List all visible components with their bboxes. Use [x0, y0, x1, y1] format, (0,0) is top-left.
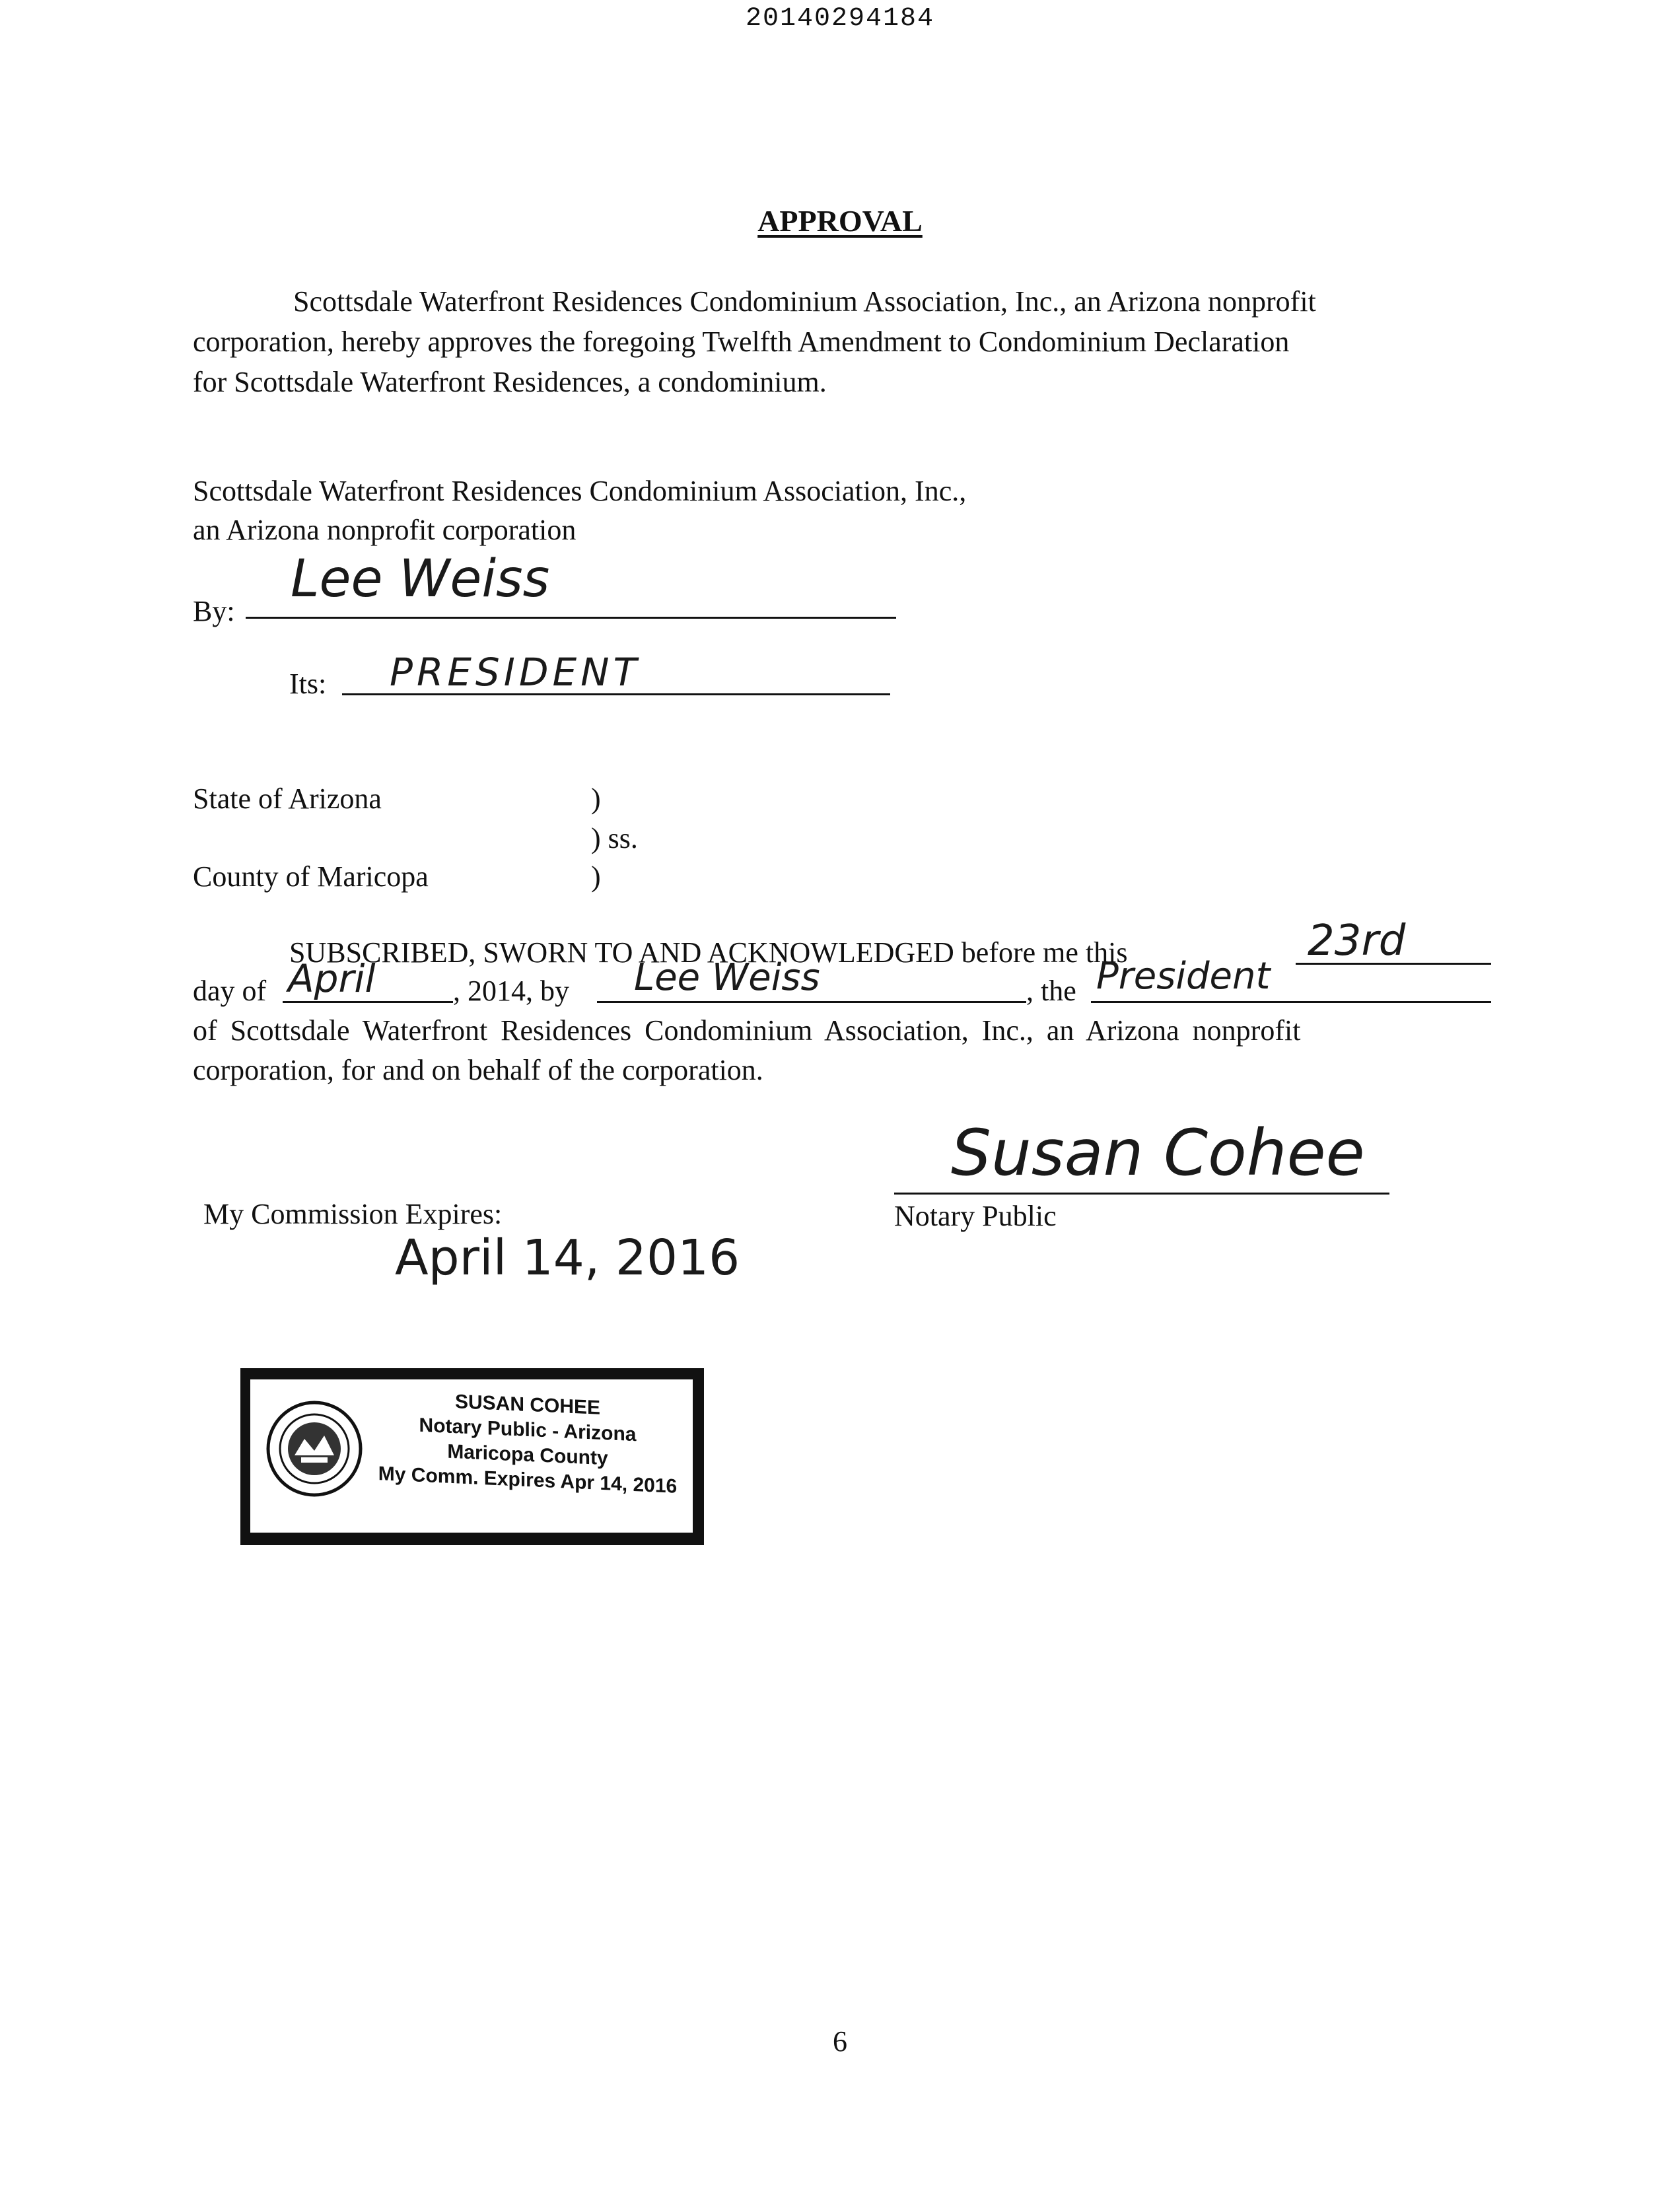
month-blank: [283, 1001, 453, 1003]
notary-signature-line: [894, 1193, 1389, 1195]
ack-line-1: SUBSCRIBED, SWORN TO AND ACKNOWLEDGED before me this: [289, 936, 1128, 969]
stamp-line-name: SUSAN COHEE: [454, 1391, 601, 1419]
stamp-line-title: Notary Public - Arizona: [419, 1414, 637, 1446]
venue-state: State of Arizona: [193, 782, 382, 815]
approval-line-3: for Scottsdale Waterfront Residences, a condominium.: [193, 366, 827, 398]
venue-county: County of Maricopa: [193, 860, 429, 893]
page-title: APPROVAL: [757, 204, 923, 238]
ack-line-3: of Scottsdale Waterfront Residences Condominium Association, Inc., an Arizona nonprofit: [193, 1014, 1301, 1047]
page-number: 6: [833, 2025, 847, 2058]
its-label: Its:: [289, 668, 327, 700]
day-of-label: day of: [193, 975, 267, 1007]
name-blank: [597, 1001, 1026, 1003]
notary-label: Notary Public: [894, 1200, 1057, 1232]
notary-signature: Susan Cohee: [951, 1116, 1365, 1190]
approval-line-2: corporation, hereby approves the foregoing Twelfth Amendment to Condominium Declaration: [193, 326, 1290, 358]
commission-date: April 14, 2016: [395, 1230, 740, 1286]
entity-line-2: an Arizona nonprofit corporation: [193, 514, 577, 546]
stamp-text: [376, 1386, 680, 1500]
stamp-line-county: Maricopa County: [447, 1440, 608, 1470]
state-seal-icon: [265, 1399, 364, 1498]
commission-label: My Commission Expires:: [203, 1198, 503, 1230]
by-label: By:: [193, 595, 235, 627]
venue-ss: ) ss.: [591, 822, 638, 854]
notary-stamp: [240, 1368, 704, 1545]
year-by-label: , 2014, by: [453, 975, 569, 1007]
the-label: , the: [1026, 975, 1076, 1007]
venue-paren-1: ): [591, 782, 601, 815]
name-value: Lee Weiss: [634, 956, 820, 999]
day-value: 23rd: [1308, 917, 1406, 965]
stamp-frame: [248, 1377, 695, 1535]
venue-paren-2: ): [591, 860, 601, 893]
by-signature-line: [246, 617, 896, 619]
title-value: President: [1096, 955, 1271, 998]
approval-line-1: Scottsdale Waterfront Residences Condominium Association, Inc., an Arizona nonprofit: [293, 285, 1316, 318]
month-value: April: [288, 956, 376, 1001]
document-number: 20140294184: [745, 4, 935, 34]
title-blank: [1091, 1001, 1491, 1003]
stamp-line-expiry: My Comm. Expires Apr 14, 2016: [378, 1463, 678, 1498]
by-signature: Lee Weiss: [291, 549, 550, 609]
its-value: PRESIDENT: [390, 650, 641, 695]
ack-line-4: corporation, for and on behalf of the corporation.: [193, 1054, 763, 1086]
entity-line-1: Scottsdale Waterfront Residences Condominium Association, Inc.,: [193, 475, 967, 507]
